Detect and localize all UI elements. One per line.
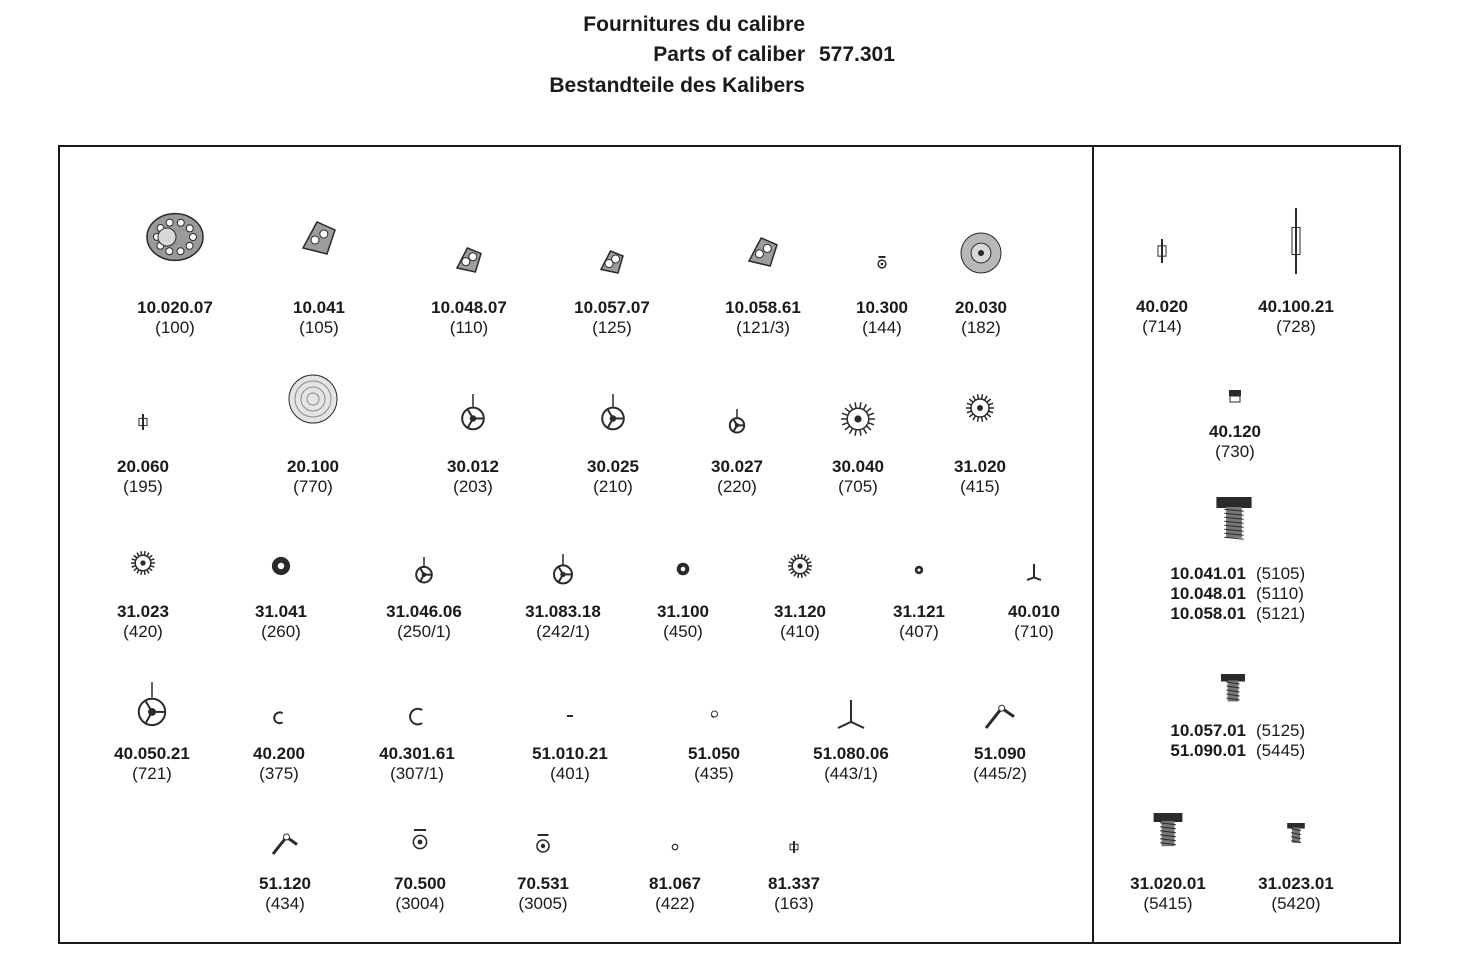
part-number: 20.060 <box>117 457 169 476</box>
part-reference: (182) <box>961 318 1001 337</box>
part-reference: (144) <box>862 318 902 337</box>
part-reference: (121/3) <box>736 318 790 337</box>
crown-wheel-icon <box>130 550 156 576</box>
wheel-icon <box>595 394 631 430</box>
pinion-icon <box>674 560 692 578</box>
pinion-icon <box>913 564 925 576</box>
part-number: 31.041 <box>255 602 307 621</box>
part-number: 81.067 <box>649 874 701 893</box>
side-parts-panel <box>1092 145 1401 944</box>
part-number: 51.080.06 <box>813 744 889 763</box>
part-number: 70.531 <box>517 874 569 893</box>
setting-lever-icon <box>983 698 1017 732</box>
ratchet-wheel-icon <box>965 393 995 423</box>
part-reference: (5445) <box>1256 741 1306 760</box>
staff-icon <box>1149 238 1175 264</box>
pinion-icon <box>268 553 294 579</box>
part-number: 30.025 <box>587 457 639 476</box>
part-number: 30.040 <box>832 457 884 476</box>
mainspring-icon <box>287 373 339 425</box>
escape-wheel-icon <box>840 401 876 437</box>
part-reference: (434) <box>265 894 305 913</box>
screw-part-row <box>1150 721 1305 741</box>
part-reference: (5415) <box>1143 894 1193 913</box>
part-reference: (195) <box>123 477 163 496</box>
part-reference: (3005) <box>518 894 568 913</box>
part-reference: (5121) <box>1256 604 1306 623</box>
balance-staff-icon <box>1262 207 1330 275</box>
part-number: 40.050.21 <box>114 744 190 763</box>
ring-icon <box>670 842 680 852</box>
screw-icon <box>1218 673 1248 703</box>
part-number: 20.030 <box>955 298 1007 317</box>
part-number: 10.058.61 <box>725 298 801 317</box>
part-reference: (5110) <box>1256 584 1304 603</box>
part-number: 31.046.06 <box>386 602 462 621</box>
part-reference: (260) <box>261 622 301 641</box>
part-reference: (163) <box>774 894 814 913</box>
part-reference: (307/1) <box>390 764 444 783</box>
part-number: 81.337 <box>768 874 820 893</box>
part-number: 70.500 <box>394 874 446 893</box>
part-reference: (3004) <box>395 894 445 913</box>
part-reference: (407) <box>899 622 939 641</box>
part-reference: (110) <box>449 318 489 337</box>
part-reference: (375) <box>259 764 299 783</box>
part-reference: (730) <box>1215 442 1255 461</box>
yoke-icon <box>834 698 868 732</box>
part-number: 51.090.01 <box>1170 741 1246 760</box>
part-reference: (210) <box>593 477 633 496</box>
screw-icon <box>1285 822 1307 844</box>
screw-part-row <box>1150 604 1305 624</box>
jewel-icon <box>532 833 554 855</box>
barrel-icon <box>959 231 1003 275</box>
lever-icon <box>709 711 719 721</box>
lever-icon <box>270 828 300 858</box>
part-reference: (242/1) <box>536 622 590 641</box>
jewel-icon <box>875 255 889 269</box>
pin-icon <box>787 840 801 854</box>
screw-part-row <box>1150 741 1305 761</box>
stem-icon <box>565 711 575 721</box>
part-reference: (728) <box>1276 317 1316 336</box>
part-reference: (415) <box>960 477 1000 496</box>
wheel-icon <box>725 409 749 433</box>
part-number: 31.020 <box>954 457 1006 476</box>
part-number: 10.041 <box>293 298 345 317</box>
part-number: 30.027 <box>711 457 763 476</box>
part-reference: (770) <box>293 477 333 496</box>
part-number: 10.020.07 <box>137 298 213 317</box>
screw-icon <box>1212 496 1256 540</box>
part-number: 10.041.01 <box>1170 564 1246 583</box>
part-reference: (220) <box>717 477 757 496</box>
screw-icon <box>1150 812 1186 848</box>
balance-wheel-icon <box>130 682 174 726</box>
part-reference: (422) <box>655 894 695 913</box>
part-number: 10.300 <box>856 298 908 317</box>
part-reference: (450) <box>663 622 703 641</box>
part-number: 40.100.21 <box>1258 297 1334 316</box>
part-number: 10.048.07 <box>431 298 507 317</box>
mainplate-icon <box>145 207 205 267</box>
caliber-number: 577.301 <box>819 43 895 66</box>
pallet-fork-icon <box>1023 562 1045 584</box>
part-reference: (250/1) <box>397 622 451 641</box>
part-number: 10.057.07 <box>574 298 650 317</box>
train-bridge-icon <box>453 244 485 276</box>
part-number: 31.120 <box>774 602 826 621</box>
part-number: 40.200 <box>253 744 305 763</box>
part-number: 20.100 <box>287 457 339 476</box>
part-reference: (443/1) <box>824 764 878 783</box>
part-number: 51.050 <box>688 744 740 763</box>
part-number: 40.020 <box>1136 297 1188 316</box>
part-number: 31.020.01 <box>1130 874 1206 893</box>
spring-icon <box>270 707 288 725</box>
wheel-icon <box>411 557 437 583</box>
part-reference: (435) <box>694 764 734 783</box>
part-reference: (721) <box>132 764 172 783</box>
part-reference: (705) <box>838 477 878 496</box>
part-number: 31.100 <box>657 602 709 621</box>
part-number: 51.120 <box>259 874 311 893</box>
main-parts-panel <box>58 145 1094 944</box>
roller-icon <box>1227 385 1243 401</box>
part-reference: (710) <box>1014 622 1054 641</box>
title-fr: Fournitures du calibre <box>583 13 805 36</box>
part-reference: (5125) <box>1256 721 1306 740</box>
title-en: Parts of caliber <box>653 43 805 66</box>
part-number: 10.057.01 <box>1170 721 1246 740</box>
part-number: 40.120 <box>1209 422 1261 441</box>
part-number: 31.023 <box>117 602 169 621</box>
part-number: 10.048.01 <box>1170 584 1246 603</box>
part-reference: (420) <box>123 622 163 641</box>
part-reference: (5420) <box>1271 894 1321 913</box>
part-number: 31.083.18 <box>525 602 601 621</box>
part-reference: (125) <box>592 318 632 337</box>
wheel-icon <box>548 554 578 584</box>
balance-cock-icon <box>745 234 781 270</box>
part-number: 40.301.61 <box>379 744 455 763</box>
part-number: 31.121 <box>893 602 945 621</box>
jewel-icon <box>408 828 432 852</box>
gear-icon <box>787 553 813 579</box>
screw-part-row <box>1150 584 1304 604</box>
part-number: 10.058.01 <box>1170 604 1246 623</box>
bridge-icon <box>299 218 339 258</box>
part-number: 51.090 <box>974 744 1026 763</box>
part-reference: (445/2) <box>973 764 1027 783</box>
part-reference: (714) <box>1142 317 1182 336</box>
arbor-icon <box>134 413 152 431</box>
cock-icon <box>597 247 627 277</box>
part-reference: (5105) <box>1256 564 1306 583</box>
part-number: 30.012 <box>447 457 499 476</box>
part-reference: (203) <box>453 477 493 496</box>
part-reference: (100) <box>155 318 195 337</box>
part-number: 51.010.21 <box>532 744 608 763</box>
spring-icon <box>404 701 430 727</box>
part-number: 40.010 <box>1008 602 1060 621</box>
part-reference: (410) <box>780 622 820 641</box>
part-number: 31.023.01 <box>1258 874 1334 893</box>
part-reference: (401) <box>550 764 590 783</box>
part-reference: (105) <box>299 318 339 337</box>
title-de: Bestandteile des Kalibers <box>549 74 805 97</box>
wheel-icon <box>455 394 491 430</box>
screw-part-row <box>1150 564 1305 584</box>
